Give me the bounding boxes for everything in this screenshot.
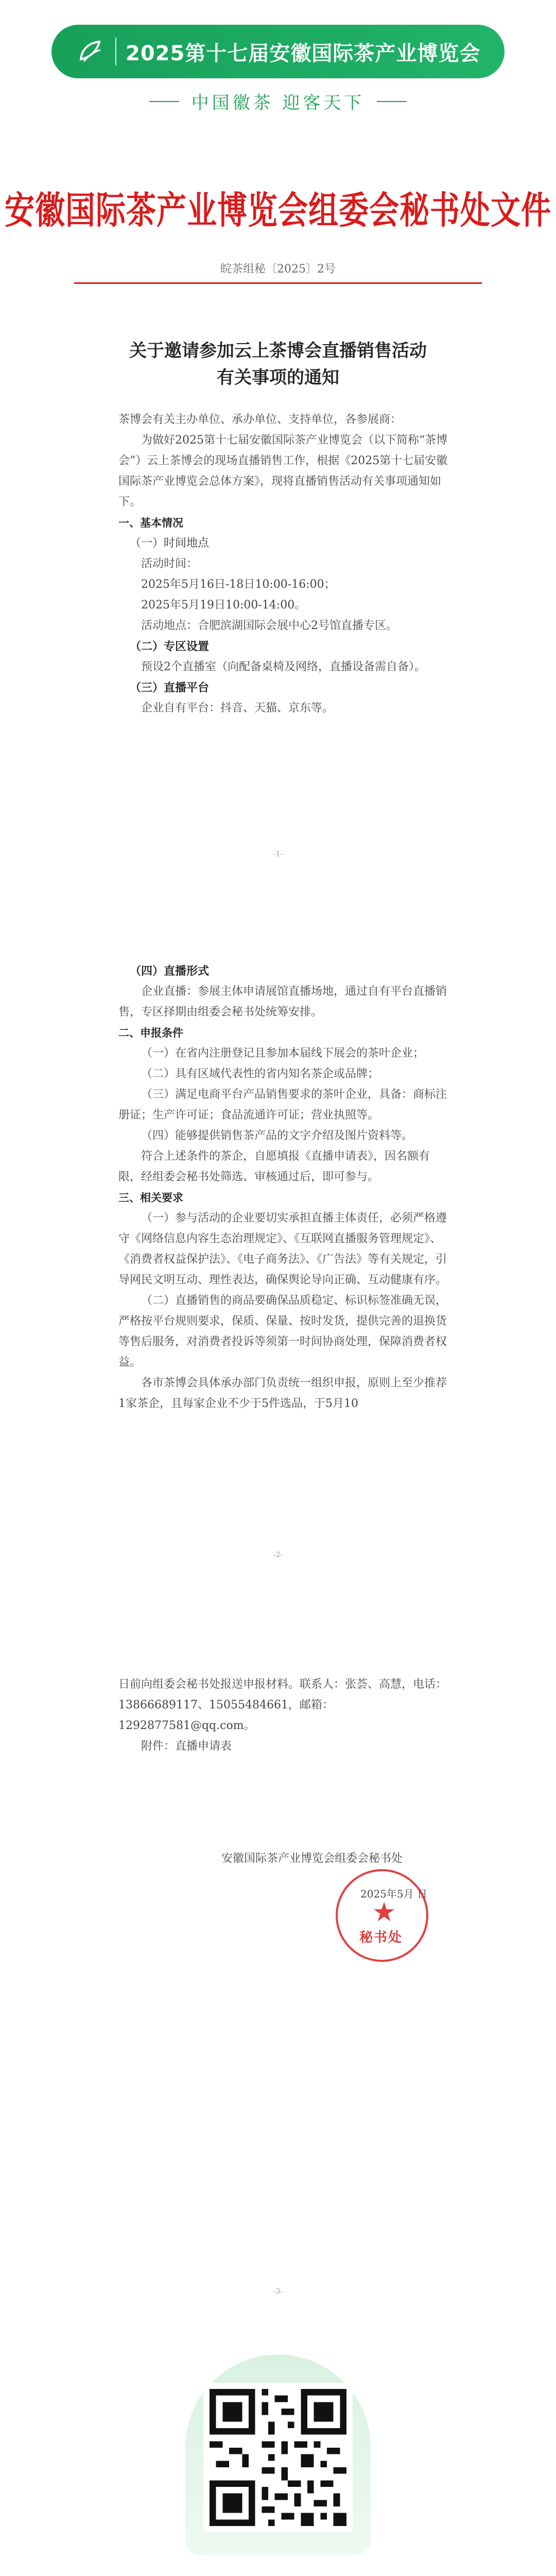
banner-separator <box>115 38 116 65</box>
notice-title-line1: 关于邀请参加云上茶博会直播销售活动 <box>129 341 427 361</box>
subsection-platform: （三）直播平台 <box>130 681 210 694</box>
subsection-zone: （二）专区设置 <box>130 640 210 653</box>
notice-title <box>0 337 556 391</box>
time-line-1: 2025年5月16日-18日10:00-16:00； <box>141 578 336 591</box>
condition-3: （三）满足电商平台产品销售要求的茶叶企业，具备：商标注册证；生产许可证；食品流通许可证；营业执照等。 <box>118 1088 447 1122</box>
document-red-title: 安徽国际茶产业博览会组委会秘书处文件 <box>4 188 551 232</box>
slogan-line-right <box>377 101 407 102</box>
official-seal <box>336 1869 428 1962</box>
platform-line: 企业自有平台：抖音、天猫、京东等。 <box>141 702 334 715</box>
red-rule <box>74 282 482 284</box>
subsection-form: （四）直播形式 <box>130 964 210 978</box>
requirement-2: （二）直播销售的商品要确保品质稳定、标识标签准确无误，严格按平台规则要求，保质、保量、按时发货，提供完善的退换货等售后服务，对消费者投诉等须第一时间协商处理，保障消费者权益。 <box>118 1294 447 1369</box>
qr-code-icon[interactable] <box>203 2383 353 2532</box>
qr-code-graphic <box>210 2389 346 2526</box>
time-line-2: 2025年5月19日10:00-14:00。 <box>141 599 306 612</box>
zone-line: 预设2个直播室（向配备桌椅及网络，直播设备需自备）。 <box>141 660 426 673</box>
document-page-1 <box>118 410 448 719</box>
issue-date: 2025年5月 日 <box>360 1888 427 1900</box>
salutation: 茶博会有关主办单位、承办单位、支持单位，各参展商： <box>118 413 402 426</box>
seal-star-icon: ★ <box>372 1897 396 1928</box>
slogan-line-left <box>149 101 179 102</box>
continued-paragraph: 日前向组委会秘书处报送申报材料。联系人：张荟、高慧，电话：13866689117、15055484661，邮箱：1292877581@qq.com。 <box>118 1678 447 1732</box>
notice-title-line2: 有关事项的通知 <box>217 367 339 388</box>
expo-title: 2025第十七届安徽国际茶产业博览会 <box>126 41 481 65</box>
expo-banner <box>51 25 505 78</box>
page-number-1: -1- <box>273 850 283 858</box>
time-label: 活动时间： <box>141 557 198 570</box>
requirement-3: 各市茶博会具体承办部门负责统一组织申报，原则上至少推荐1家茶企，且每家企业不少于5件选品，于5月10 <box>118 1377 447 1410</box>
document-number: 皖茶组秘〔2025〕2号 <box>220 263 336 276</box>
condition-1: （一）在省内注册登记且参加本届线下展会的茶叶企业； <box>141 1047 425 1060</box>
section-heading-3: 三、相关要求 <box>118 1192 183 1204</box>
place-line: 活动地点：合肥滨湖国际会展中心2号馆直播专区。 <box>141 619 397 632</box>
requirement-1: （一）参与活动的企业要切实承担直播主体责任，必须严格遵守《网络信息内容生态治理规定》、《互联网直播服务管理规定》、《消费者权益保护法》、《电子商务法》、《广告法》等有关规定，引导网民文明互动、理性表达，确保舆论导向正确、互动健康有序。 <box>118 1212 447 1286</box>
intro-paragraph: 为做好2025第十七届安徽国际茶产业博览会（以下简称“茶博会”）云上茶博会的现场直播销售工作，根据《2025第十七届安徽国际茶产业博览会总体方案》，现将直播销售活动有关事项通知如下。 <box>118 434 448 509</box>
seal-text: 秘书处 <box>359 1930 403 1945</box>
tea-logo-icon <box>73 37 109 66</box>
qr-caption-line1 <box>0 2571 556 2576</box>
slogan-text: 中国徽茶 迎客天下 <box>191 93 365 113</box>
subsection-time-place: （一）时间地点 <box>130 537 210 550</box>
document-page-3 <box>118 1674 448 1757</box>
issuer: 安徽国际茶产业博览会组委会秘书处 <box>221 1852 403 1865</box>
section-heading-1: 一、基本情况 <box>118 517 183 529</box>
page-number-3: -3- <box>273 2287 283 2296</box>
condition-5: 符合上述条件的茶企，自愿填报《直播申请表》，因名额有限，经组委会秘书处筛选、审核通过后，即可参与。 <box>118 1150 430 1183</box>
slogan <box>0 89 556 114</box>
form-line: 企业直播：参展主体申请展馆直播场地，通过自有平台直播销售，专区择期由组委会秘书处统筹安排。 <box>118 985 447 1019</box>
document-page-2 <box>118 961 448 1414</box>
condition-4: （四）能够提供销售茶产品的文字介绍及图片资料等。 <box>141 1129 413 1142</box>
section-heading-2: 二、申报条件 <box>118 1027 183 1039</box>
condition-2: （二）具有区域代表性的省内知名茶企或品牌； <box>141 1067 379 1080</box>
page-number-2: -2- <box>273 1551 283 1559</box>
attachment-line: 附件：直播申请表 <box>141 1740 232 1753</box>
